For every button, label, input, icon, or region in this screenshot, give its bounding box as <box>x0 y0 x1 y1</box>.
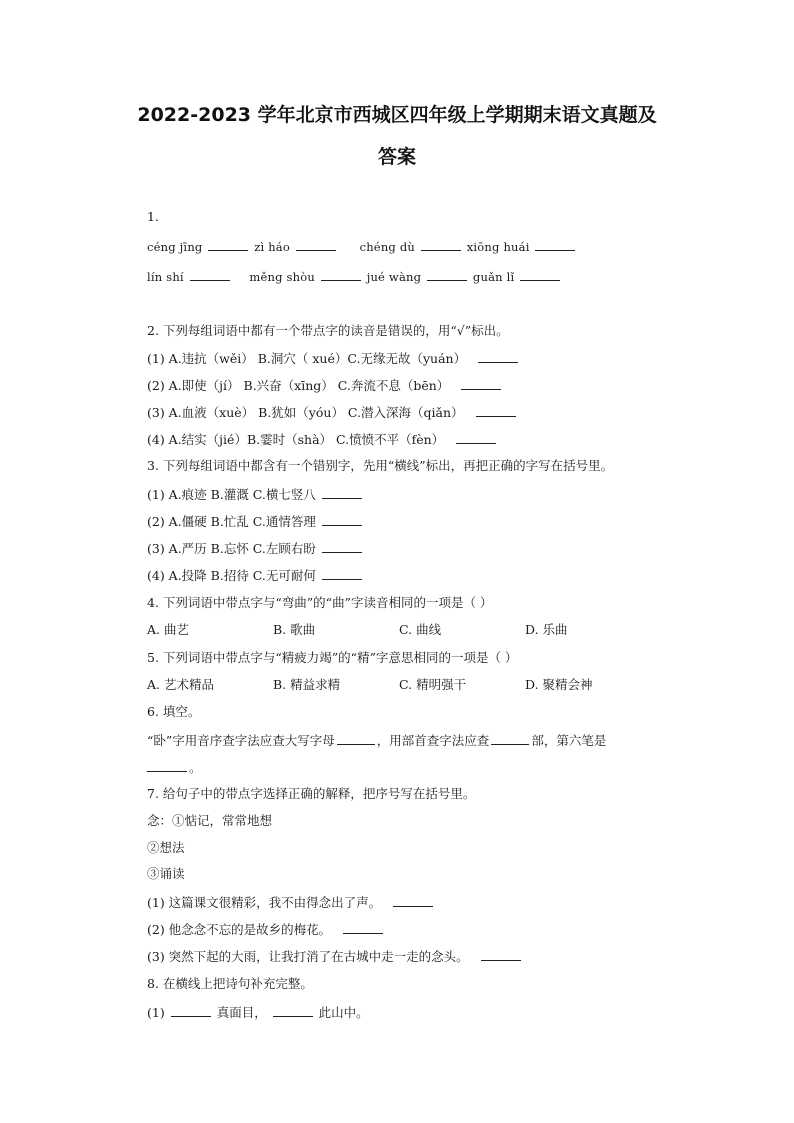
answer-blank[interactable] <box>190 268 230 281</box>
q7-item-text: (3) 突然下起的大雨，让我打消了在古城中走一走的念头。 <box>147 949 469 964</box>
q7-definition-3: ③诵读 <box>147 866 185 881</box>
q6-line-end <box>147 759 202 776</box>
q2-item <box>147 404 518 421</box>
q3-item-text: (2) A.僵硬 B.忙乱 C.通情答理 <box>147 514 316 529</box>
q2-item <box>147 431 498 448</box>
q8-item-number: (1) <box>147 1005 165 1020</box>
q3-item <box>147 540 364 557</box>
answer-blank[interactable] <box>481 948 521 961</box>
page-title: 2022-2023 学年北京市西城区四年级上学期期末语文真题及 <box>137 104 657 126</box>
q1-row2 <box>147 268 562 285</box>
q7-item-text: (2) 他念念不忘的是故乡的梅花。 <box>147 922 332 937</box>
answer-blank[interactable] <box>322 567 362 580</box>
answer-blank[interactable] <box>322 540 362 553</box>
pinyin-jue-wang: jué wàng <box>366 270 422 284</box>
pinyin-cheng-du: chéng dù <box>359 240 416 254</box>
q7-item <box>147 921 385 938</box>
q6-line <box>147 732 606 749</box>
pinyin-ceng-jing: céng jīng <box>147 240 203 254</box>
q7-definition-2: ②想法 <box>147 840 185 855</box>
q3-item <box>147 486 364 503</box>
q1-row1 <box>147 238 577 255</box>
q8-item <box>147 1004 369 1021</box>
answer-blank[interactable] <box>343 921 383 934</box>
page-title-continued: 答案 <box>377 146 416 168</box>
answer-blank[interactable] <box>322 513 362 526</box>
pinyin-zi-hao: zì háo <box>254 240 290 254</box>
answer-blank[interactable] <box>337 732 375 745</box>
q3-item-text: (4) A.投降 B.招待 C.无可耐何 <box>147 568 316 583</box>
answer-blank[interactable] <box>476 404 516 417</box>
q4-option-d: D. 乐曲 <box>525 622 568 637</box>
q3-item-text: (1) A.痕迹 B.灌溉 C.横七竖八 <box>147 487 316 502</box>
q6-stem: 6. 填空。 <box>147 704 201 719</box>
q7-stem: 7. 给句子中的带点字选择正确的解释，把序号写在括号里。 <box>147 786 476 801</box>
q2-item <box>147 377 503 394</box>
q6-text-3: 部，第六笔是 <box>531 733 607 748</box>
answer-blank[interactable] <box>478 350 518 363</box>
answer-blank[interactable] <box>322 486 362 499</box>
q1-number: 1. <box>147 209 159 224</box>
q7-item-text: (1) 这篇课文很精彩，我不由得念出了声。 <box>147 895 382 910</box>
answer-blank[interactable] <box>491 732 529 745</box>
q2-item-text: (2) A.即使（jí） B.兴奋（xīng） C.奔流不息（bēn） <box>147 378 450 393</box>
answer-blank[interactable] <box>171 1004 211 1017</box>
q6-text-2: ，用部首查字法应查 <box>376 733 490 748</box>
q3-item <box>147 513 364 530</box>
q3-item-text: (3) A.严历 B.忘怀 C.左顾右盼 <box>147 541 316 556</box>
q8-text-end: 此山中。 <box>318 1005 369 1020</box>
pinyin-guan-li: guǎn lǐ <box>472 270 515 284</box>
q4-option-a: A. 曲艺 <box>147 622 189 637</box>
q7-item <box>147 894 435 911</box>
answer-blank[interactable] <box>421 238 461 251</box>
answer-blank[interactable] <box>427 268 467 281</box>
q6-text-4: 。 <box>189 760 202 775</box>
q2-item-text: (3) A.血液（xuè） B.犹如（yóu） C.潜入深海（qiǎn） <box>147 405 464 420</box>
answer-blank[interactable] <box>208 238 248 251</box>
answer-blank[interactable] <box>456 431 496 444</box>
q5-option-a: A. 艺术精品 <box>147 677 214 692</box>
q2-item-text: (4) A.结实（jié）B.霎时（shà） C.愤愤不平（fèn） <box>147 432 445 447</box>
answer-blank[interactable] <box>461 377 501 390</box>
answer-blank[interactable] <box>147 759 187 772</box>
q7-definition-1: 念：①惦记，常常地想 <box>147 813 273 828</box>
answer-blank[interactable] <box>273 1004 313 1017</box>
q8-stem: 8. 在横线上把诗句补充完整。 <box>147 976 313 991</box>
answer-blank[interactable] <box>393 894 433 907</box>
answer-blank[interactable] <box>535 238 575 251</box>
pinyin-meng-shou: měng shòu <box>249 270 315 284</box>
q5-option-b: B. 精益求精 <box>273 677 341 692</box>
q2-stem: 2. 下列每组词语中都有一个带点字的读音是错误的，用“√”标出。 <box>147 323 509 338</box>
q4-option-c: C. 曲线 <box>399 622 442 637</box>
q2-item <box>147 350 520 367</box>
q5-option-d: D. 聚精会神 <box>525 677 593 692</box>
answer-blank[interactable] <box>296 238 336 251</box>
q3-item <box>147 567 364 584</box>
q6-text-1: “卧”字用音序查字法应查大写字母 <box>147 733 335 748</box>
q5-stem: 5. 下列词语中带点字与“精疲力竭”的“精”字意思相同的一项是（ ） <box>147 650 518 665</box>
answer-blank[interactable] <box>321 268 361 281</box>
pinyin-xiong-huai: xiōng huái <box>466 240 530 254</box>
q2-item-text: (1) A.违抗（wěi） B.洞穴（ xué）C.无缘无故（yuán） <box>147 351 467 366</box>
pinyin-lin-shi: lín shí <box>147 270 184 284</box>
q5-option-c: C. 精明强干 <box>399 677 467 692</box>
q4-stem: 4. 下列词语中带点字与“弯曲”的“曲”字读音相同的一项是（ ） <box>147 595 493 610</box>
q3-stem: 3. 下列每组词语中都含有一个错别字，先用“横线”标出，再把正确的字写在括号里。 <box>147 458 614 473</box>
answer-blank[interactable] <box>520 268 560 281</box>
q4-option-b: B. 歌曲 <box>273 622 316 637</box>
q8-text-mid: 真面目， <box>216 1005 267 1020</box>
q7-item <box>147 948 523 965</box>
